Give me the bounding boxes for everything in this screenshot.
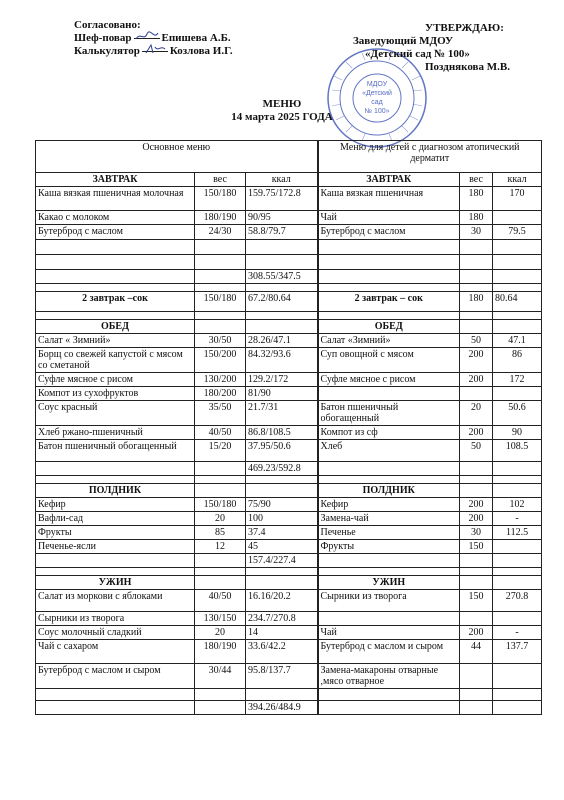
menu-item-row: [36, 401, 542, 426]
dish-kcal: [246, 689, 318, 701]
weight-header: [460, 576, 493, 590]
dish-weight: 30: [460, 225, 493, 240]
agreed-label: Согласовано:: [74, 19, 141, 31]
dish-kcal: 75/90: [246, 498, 318, 512]
dish-name: Борщ со свежей капустой с мясом со сметаной: [36, 348, 195, 373]
empty-cell: [460, 568, 493, 576]
dish-weight: 50: [460, 440, 493, 462]
dish-weight: 200: [460, 512, 493, 526]
dish-kcal: 50.6: [493, 401, 542, 426]
dish-kcal: 469.23/592.8: [246, 462, 318, 476]
empty-cell: [318, 312, 460, 320]
spacer-row: [36, 312, 542, 320]
kcal-header: ккал: [493, 173, 542, 187]
right-menu-header: Меню для детей с диагнозом атопический дерматит: [318, 141, 542, 173]
dish-weight: [195, 701, 246, 715]
dish-kcal: 137.7: [493, 640, 542, 664]
section-header-row: [36, 173, 542, 187]
dish-name: Бутерброд с маслом: [318, 225, 460, 240]
empty-cell: [195, 568, 246, 576]
dish-kcal: 102: [493, 498, 542, 512]
dish-name: [318, 554, 460, 568]
dish-kcal: 234.7/270.8: [246, 612, 318, 626]
dish-name: Замена-макароны отварные ,мясо отварное: [318, 664, 460, 689]
dish-kcal: 95.8/137.7: [246, 664, 318, 689]
second-breakfast-label: 2 завтрак – сок: [318, 292, 460, 312]
dish-name: [318, 462, 460, 476]
second-breakfast-label: 2 завтрак –сок: [36, 292, 195, 312]
dish-name: Салат «Зимний»: [318, 334, 460, 348]
dish-name: Фрукты: [318, 540, 460, 554]
dish-kcal: 170: [493, 187, 542, 211]
dish-name: [36, 689, 195, 701]
dish-kcal: 159.75/172.8: [246, 187, 318, 211]
kcal-header: ккал: [246, 173, 318, 187]
dish-weight: 20: [195, 512, 246, 526]
empty-cell: [493, 284, 542, 292]
dish-name: Батон пшеничный обогащенный: [36, 440, 195, 462]
left-menu-header: Основное меню: [36, 141, 318, 173]
dish-weight: 30: [460, 526, 493, 540]
dish-kcal: 28.26/47.1: [246, 334, 318, 348]
dish-weight: 50: [460, 334, 493, 348]
menu-item-row: [36, 255, 542, 270]
dish-kcal: 37.95/50.6: [246, 440, 318, 462]
dish-weight: [195, 270, 246, 284]
empty-cell: [36, 312, 195, 320]
dish-kcal: 16.16/20.2: [246, 590, 318, 612]
dish-weight: 200: [460, 373, 493, 387]
dish-kcal: [493, 689, 542, 701]
dish-name: [318, 255, 460, 270]
dish-name: [318, 612, 460, 626]
kcal-header: [246, 576, 318, 590]
dish-name: [36, 462, 195, 476]
kcal-header: [493, 484, 542, 498]
dish-name: Чай: [318, 211, 460, 225]
dish-weight: 200: [460, 498, 493, 512]
menu-item-row: [36, 498, 542, 512]
chef-signature: [134, 38, 160, 39]
empty-cell: [318, 284, 460, 292]
section-title-left: ОБЕД: [36, 320, 195, 334]
dish-weight: 150/180: [195, 187, 246, 211]
dish-name: Сырники из творога: [36, 612, 195, 626]
dish-weight: [460, 462, 493, 476]
dish-name: Соус молочный сладкий: [36, 626, 195, 640]
menu-item-row: [36, 701, 542, 715]
dish-name: Каша вязкая пшеничная: [318, 187, 460, 211]
dish-kcal: 45: [246, 540, 318, 554]
menu-date: 14 марта 2025 ГОДА: [231, 111, 333, 123]
menu-item-row: [36, 664, 542, 689]
spacer-row: [36, 284, 542, 292]
dish-kcal: -: [493, 512, 542, 526]
dish-kcal: [246, 255, 318, 270]
dish-weight: 85: [195, 526, 246, 540]
dish-kcal: [493, 462, 542, 476]
empty-cell: [195, 476, 246, 484]
dish-name: Салат « Зимний»: [36, 334, 195, 348]
dish-weight: 150/200: [195, 348, 246, 373]
menu-item-row: [36, 348, 542, 373]
dish-weight: 30/44: [195, 664, 246, 689]
dish-weight: 130/150: [195, 612, 246, 626]
dish-name: Хлеб: [318, 440, 460, 462]
menu-item-row: [36, 373, 542, 387]
weight-header: [460, 320, 493, 334]
dish-name: Кефир: [36, 498, 195, 512]
dish-weight: 150/180: [195, 498, 246, 512]
menu-item-row: [36, 270, 542, 284]
spacer-row: [36, 568, 542, 576]
dish-weight: 24/30: [195, 225, 246, 240]
dish-weight: 40/50: [195, 426, 246, 440]
dish-weight: 200: [460, 348, 493, 373]
menu-item-row: [36, 225, 542, 240]
section-header-row: [36, 576, 542, 590]
dish-kcal: 270.8: [493, 590, 542, 612]
dish-kcal: 90/95: [246, 211, 318, 225]
dish-name: Бутерброд с маслом: [36, 225, 195, 240]
dish-name: Бутерброд с маслом и сыром: [36, 664, 195, 689]
menu-item-row: [36, 612, 542, 626]
dish-weight: 200: [460, 626, 493, 640]
empty-cell: [460, 312, 493, 320]
approver-name: Позднякова М.В.: [425, 61, 510, 73]
menu-item-row: [36, 590, 542, 612]
dish-name: [36, 270, 195, 284]
dish-kcal: 308.55/347.5: [246, 270, 318, 284]
dish-weight: 180: [460, 292, 493, 312]
dish-name: [318, 240, 460, 255]
empty-cell: [493, 568, 542, 576]
dish-kcal: 21.7/31: [246, 401, 318, 426]
dish-kcal: 81/90: [246, 387, 318, 401]
table-header-row: [36, 141, 542, 173]
section-title-right: ПОЛДНИК: [318, 484, 460, 498]
dish-kcal: [493, 664, 542, 689]
dish-weight: 15/20: [195, 440, 246, 462]
dish-name: [318, 701, 460, 715]
section-title-left: ПОЛДНИК: [36, 484, 195, 498]
dish-name: Чай с сахаром: [36, 640, 195, 664]
dish-name: Суп овощной с мясом: [318, 348, 460, 373]
weight-header: [195, 320, 246, 334]
empty-cell: [460, 284, 493, 292]
dish-kcal: 157.4/227.4: [246, 554, 318, 568]
section-title-left: УЖИН: [36, 576, 195, 590]
dish-weight: 150: [460, 540, 493, 554]
dish-kcal: [493, 211, 542, 225]
dish-name: Суфле мясное с рисом: [318, 373, 460, 387]
empty-cell: [36, 476, 195, 484]
dish-kcal: [493, 554, 542, 568]
weight-header: [195, 576, 246, 590]
dish-weight: [460, 701, 493, 715]
kcal-header: [493, 576, 542, 590]
section-header-row: [36, 484, 542, 498]
empty-cell: [36, 284, 195, 292]
dish-weight: [460, 270, 493, 284]
dish-kcal: 37.4: [246, 526, 318, 540]
kcal-header: [493, 320, 542, 334]
dish-name: Замена-чай: [318, 512, 460, 526]
dish-kcal: 129.2/172: [246, 373, 318, 387]
dish-weight: [195, 462, 246, 476]
dish-name: Хлеб ржано-пшеничный: [36, 426, 195, 440]
approver-org: «Детский сад № 100»: [365, 48, 470, 60]
menu-item-row: [36, 440, 542, 462]
empty-cell: [493, 312, 542, 320]
dish-weight: 44: [460, 640, 493, 664]
menu-title: [0, 98, 564, 124]
dish-kcal: 84.32/93.6: [246, 348, 318, 373]
dish-weight: 150: [460, 590, 493, 612]
dish-weight: 180/190: [195, 640, 246, 664]
dish-weight: [460, 612, 493, 626]
stamp-line-4: № 100»: [364, 108, 390, 115]
dish-weight: 180: [460, 187, 493, 211]
calc-signature: [142, 51, 168, 52]
menu-item-row: [36, 387, 542, 401]
dish-name: [36, 554, 195, 568]
dish-weight: [195, 554, 246, 568]
section-title-right: ОБЕД: [318, 320, 460, 334]
menu-title-line: МЕНЮ: [262, 98, 302, 110]
dish-name: [318, 689, 460, 701]
dish-weight: 40/50: [195, 590, 246, 612]
approval-left-block: [74, 19, 233, 58]
dish-kcal: 58.8/79.7: [246, 225, 318, 240]
second-breakfast-row: [36, 292, 542, 312]
menu-item-row: [36, 526, 542, 540]
dish-weight: [460, 387, 493, 401]
dish-kcal: [493, 612, 542, 626]
section-title-right: УЖИН: [318, 576, 460, 590]
weight-header: [195, 484, 246, 498]
dish-name: Суфле мясное с рисом: [36, 373, 195, 387]
dish-kcal: [493, 255, 542, 270]
dish-weight: 20: [460, 401, 493, 426]
dish-weight: [460, 554, 493, 568]
dish-name: Какао с молоком: [36, 211, 195, 225]
dish-kcal: [493, 270, 542, 284]
menu-item-row: [36, 640, 542, 664]
dish-kcal: 79.5: [493, 225, 542, 240]
dish-kcal: [246, 240, 318, 255]
dish-kcal: 47.1: [493, 334, 542, 348]
dish-name: Кефир: [318, 498, 460, 512]
menu-item-row: [36, 512, 542, 526]
dish-kcal: 33.6/42.2: [246, 640, 318, 664]
dish-kcal: [493, 387, 542, 401]
menu-item-row: [36, 426, 542, 440]
empty-cell: [36, 568, 195, 576]
stamp-line-1: МДОУ: [366, 81, 388, 88]
dish-name: Фрукты: [36, 526, 195, 540]
dish-weight: [195, 255, 246, 270]
dish-weight: 12: [195, 540, 246, 554]
menu-item-row: [36, 554, 542, 568]
dish-name: [318, 270, 460, 284]
empty-cell: [195, 284, 246, 292]
dish-kcal: 90: [493, 426, 542, 440]
dish-weight: [460, 240, 493, 255]
empty-cell: [246, 568, 318, 576]
weight-header: вес: [460, 173, 493, 187]
dish-name: Компот из сф: [318, 426, 460, 440]
spacer-row: [36, 476, 542, 484]
dish-weight: 180/190: [195, 211, 246, 225]
empty-cell: [246, 476, 318, 484]
menu-table: [35, 140, 542, 715]
dish-kcal: 86: [493, 348, 542, 373]
empty-cell: [195, 312, 246, 320]
menu-item-row: [36, 540, 542, 554]
dish-name: [36, 701, 195, 715]
dish-weight: 30/50: [195, 334, 246, 348]
weight-header: [460, 484, 493, 498]
dish-name: Салат из моркови с яблоками: [36, 590, 195, 612]
dish-kcal: [493, 540, 542, 554]
approval-right-block: [353, 22, 510, 74]
dish-name: Соус красный: [36, 401, 195, 426]
dish-weight: 130/200: [195, 373, 246, 387]
menu-item-row: [36, 334, 542, 348]
dish-kcal: 108.5: [493, 440, 542, 462]
dish-weight: 20: [195, 626, 246, 640]
dish-name: Чай: [318, 626, 460, 640]
empty-cell: [246, 284, 318, 292]
dish-name: Компот из сухофруктов: [36, 387, 195, 401]
stamp-line-2: «Детский: [362, 90, 392, 97]
empty-cell: [493, 476, 542, 484]
dish-weight: 150/180: [195, 292, 246, 312]
kcal-header: [246, 320, 318, 334]
dish-weight: [195, 240, 246, 255]
dish-weight: [460, 255, 493, 270]
menu-item-row: [36, 187, 542, 211]
dish-name: [36, 240, 195, 255]
dish-name: Каша вязкая пшеничная молочная: [36, 187, 195, 211]
dish-kcal: 67.2/80.64: [246, 292, 318, 312]
dish-kcal: 394.26/484.9: [246, 701, 318, 715]
approver-position: Заведующий МДОУ: [353, 35, 454, 47]
dish-kcal: 112.5: [493, 526, 542, 540]
dish-kcal: 80.64: [493, 292, 542, 312]
dish-kcal: [493, 701, 542, 715]
dish-weight: [460, 664, 493, 689]
approve-label: УТВЕРЖДАЮ:: [425, 22, 504, 34]
empty-cell: [246, 312, 318, 320]
dish-name: Сырники из творога: [318, 590, 460, 612]
calc-name: Козлова И.Г.: [169, 45, 233, 57]
dish-kcal: -: [493, 626, 542, 640]
menu-item-row: [36, 689, 542, 701]
dish-weight: 180: [460, 211, 493, 225]
menu-item-row: [36, 462, 542, 476]
weight-header: вес: [195, 173, 246, 187]
menu-item-row: [36, 626, 542, 640]
stamp-line-3: сад: [371, 99, 383, 106]
dish-kcal: 14: [246, 626, 318, 640]
chef-label: Шеф-повар: [74, 32, 132, 44]
menu-item-row: [36, 211, 542, 225]
section-title-left: ЗАВТРАК: [36, 173, 195, 187]
dish-weight: 35/50: [195, 401, 246, 426]
dish-name: Печенье-ясли: [36, 540, 195, 554]
dish-weight: [195, 689, 246, 701]
dish-weight: 200: [460, 426, 493, 440]
kcal-header: [246, 484, 318, 498]
dish-kcal: [493, 240, 542, 255]
calc-label: Калькулятор: [74, 45, 140, 57]
empty-cell: [318, 568, 460, 576]
dish-weight: 180/200: [195, 387, 246, 401]
dish-name: Вафли-сад: [36, 512, 195, 526]
section-header-row: [36, 320, 542, 334]
dish-name: Бутерброд с маслом и сыром: [318, 640, 460, 664]
menu-item-row: [36, 240, 542, 255]
dish-name: [318, 387, 460, 401]
dish-kcal: 86.8/108.5: [246, 426, 318, 440]
dish-name: Батон пшеничный обогащенный: [318, 401, 460, 426]
dish-kcal: 172: [493, 373, 542, 387]
empty-cell: [318, 476, 460, 484]
dish-kcal: 100: [246, 512, 318, 526]
dish-name: Печенье: [318, 526, 460, 540]
dish-weight: [460, 689, 493, 701]
empty-cell: [460, 476, 493, 484]
section-title-right: ЗАВТРАК: [318, 173, 460, 187]
dish-name: [36, 255, 195, 270]
chef-name: Епишева А.Б.: [161, 32, 231, 44]
